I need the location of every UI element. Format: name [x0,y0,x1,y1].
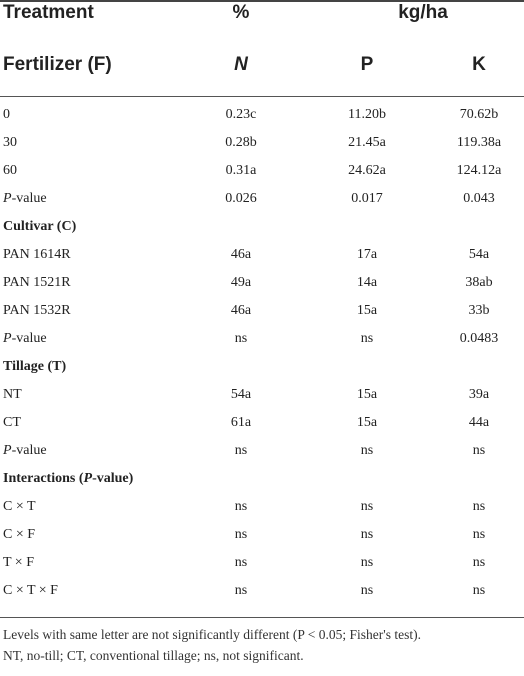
row-k: 54a [468,247,490,262]
pvalue-n: ns [234,331,248,346]
row-n: 0.31a [225,163,257,178]
pvalue-label-rest: -value [11,331,47,346]
pvalue-k: ns [472,443,486,458]
pvalue-label [3,443,47,459]
row-p: ns [360,583,374,598]
header-bottom-rule [0,96,524,97]
pvalue-p: ns [360,443,374,458]
row-k: 44a [468,415,490,430]
row-k: 70.62b [459,107,499,122]
row-label: C × F [3,527,36,542]
section-title-cultivar [0,219,524,247]
table-row [0,135,524,163]
header-row-2 [0,54,524,84]
row-k: 39a [468,387,490,402]
header-kgha: kg/ha [398,2,448,23]
row-label: C × T × F [3,583,58,598]
table-row [0,275,524,303]
table-row [0,387,524,415]
table-row [0,107,524,135]
row-label: 30 [3,135,17,150]
footnote-2: NT, no-till; CT, conventional tillage; ns, not significant. [3,648,304,663]
row-k: ns [472,555,486,570]
header-percent: % [232,2,250,23]
footnote-1: Levels with same letter are not significantly different (P < 0.05; Fisher's test). [3,627,421,642]
row-p: 21.45a [348,135,386,150]
row-n: 0.23c [225,107,257,122]
table-row [0,583,524,611]
row-n: ns [234,555,248,570]
section-title-tillage [0,359,524,387]
row-p: 11.20b [348,107,386,122]
header-row-1 [0,2,524,32]
row-n: 61a [230,415,252,430]
pvalue-k: 0.043 [463,191,495,206]
row-k: 38ab [465,275,493,290]
pvalue-p: ns [360,331,374,346]
row-n: 49a [230,275,252,290]
pvalue-italic-p: P [3,331,12,346]
section-title: Cultivar (C) [3,219,77,234]
row-label: C × T [3,499,36,514]
row-label: T × F [3,555,34,570]
row-label: 60 [3,163,17,178]
row-n: 0.28b [225,135,257,150]
section-title [3,471,133,487]
row-n: ns [234,527,248,542]
row-n: 46a [230,247,252,262]
table-row [0,247,524,275]
row-n: ns [234,583,248,598]
pvalue-n: ns [234,443,248,458]
row-label: PAN 1532R [3,303,71,318]
row-p: ns [360,499,374,514]
pvalue-label [3,191,47,207]
row-p: 24.62a [348,163,386,178]
section-title-pre: Interactions ( [3,471,84,486]
table-bottom-rule [0,617,524,618]
section-title: Tillage (T) [3,359,67,374]
row-k: ns [472,499,486,514]
row-k: 124.12a [456,163,502,178]
header-fertilizer: Fertilizer (F) [3,54,112,75]
pvalue-label-rest: -value [11,443,47,458]
pvalue-row [0,191,524,219]
row-n: ns [234,499,248,514]
pvalue-row [0,443,524,471]
pvalue-row [0,331,524,359]
row-k: 33b [468,303,490,318]
header-k: K [472,54,486,75]
row-n: 46a [230,303,252,318]
row-label: 0 [3,107,10,122]
table-row [0,555,524,583]
row-n: 54a [230,387,252,402]
pvalue-italic-p: P [3,191,12,206]
section-title-post: -value) [92,471,134,486]
row-label: PAN 1521R [3,275,71,290]
table-row [0,415,524,443]
section-title-interactions [0,471,524,499]
header-n: N [234,54,248,75]
row-p: 17a [356,247,378,262]
header-treatment: Treatment [3,2,94,23]
pvalue-k: 0.0483 [459,331,499,346]
header-p: P [360,54,374,75]
pvalue-p: 0.017 [351,191,383,206]
row-label: PAN 1614R [3,247,71,262]
row-p: 15a [356,303,378,318]
pvalue-italic-p: P [3,443,12,458]
row-p: ns [360,555,374,570]
row-k: ns [472,527,486,542]
pvalue-label-rest: -value [11,191,47,206]
pvalue-n: 0.026 [225,191,257,206]
pvalue-label [3,331,47,347]
table-row [0,163,524,191]
row-p: 15a [356,387,378,402]
section-title-italic: P [83,471,93,486]
row-label: NT [3,387,22,402]
row-p: 15a [356,415,378,430]
row-k: ns [472,583,486,598]
row-label: CT [3,415,21,430]
table-row [0,527,524,555]
table-row [0,499,524,527]
table-row [0,303,524,331]
row-k: 119.38a [456,135,502,150]
row-p: ns [360,527,374,542]
row-p: 14a [356,275,378,290]
